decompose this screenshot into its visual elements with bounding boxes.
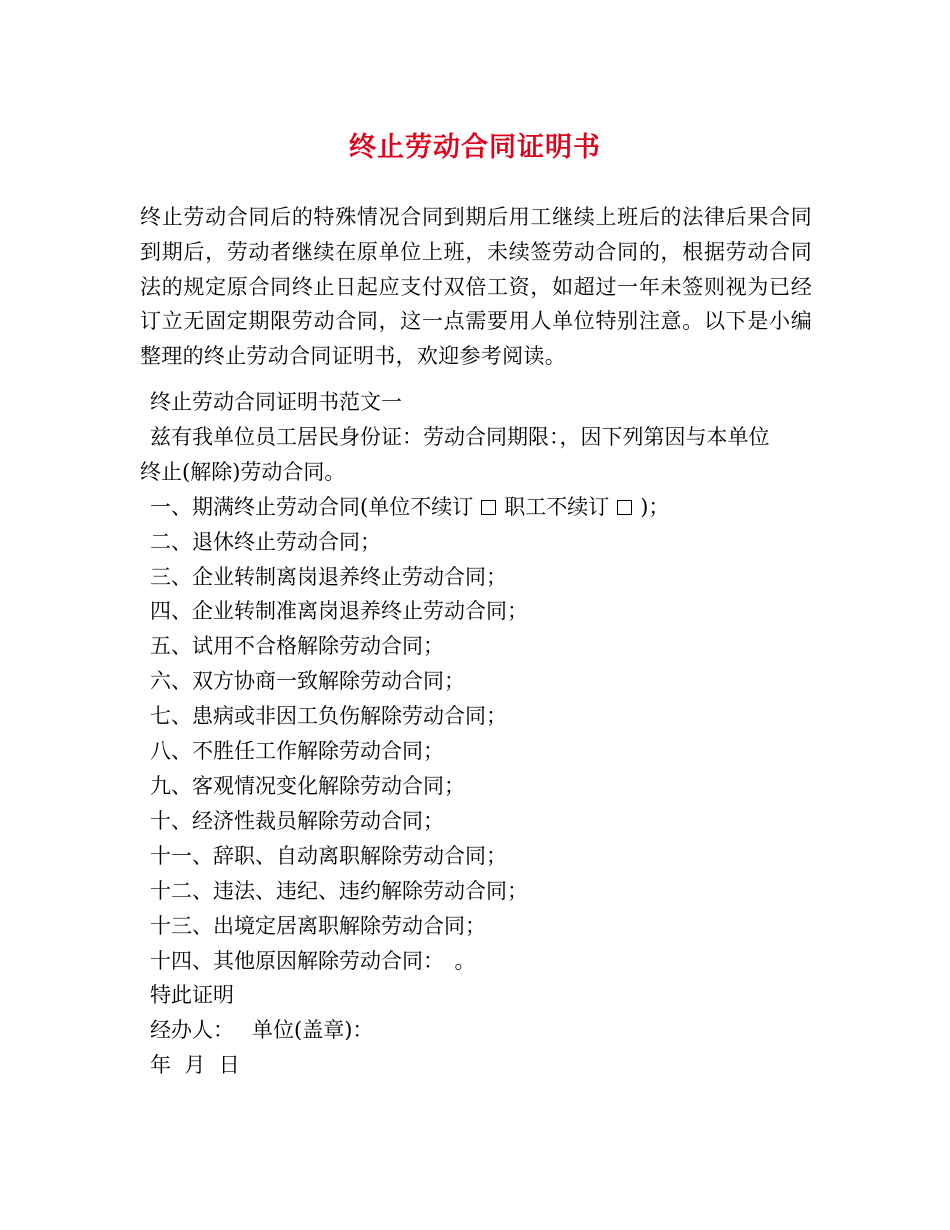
list-item: 四、企业转制准离岗退养终止劳动合同；: [150, 599, 528, 624]
certify-text: 特此证明: [150, 983, 234, 1008]
list-item: 八、不胜任工作解除劳动合同；: [150, 739, 444, 764]
list-item: 九、客观情况变化解除劳动合同；: [150, 773, 465, 798]
statement-line-1: 兹有我单位员工居民身份证：劳动合同期限：，因下列第因与本单位: [150, 424, 770, 449]
date-line: 年 月 日: [150, 1053, 240, 1078]
list-item: 三、企业转制离岗退养终止劳动合同；: [150, 564, 507, 589]
list-item: 五、试用不合格解除劳动合同；: [150, 634, 444, 659]
item-1-middle: 职工不续订: [504, 494, 610, 519]
list-item: 七、患病或非因工负伤解除劳动合同；: [150, 704, 507, 729]
list-item: 十二、违法、违纪、违约解除劳动合同；: [150, 878, 528, 903]
list-item: 十、经济性裁员解除劳动合同；: [150, 808, 444, 833]
list-item: 十一、辞职、自动离职解除劳动合同；: [150, 843, 507, 868]
unit-seal-label: 单位(盖章)：: [252, 1018, 374, 1043]
list-item: 二、退休终止劳动合同；: [150, 529, 381, 554]
checkbox-employee-not-renew[interactable]: [617, 500, 632, 515]
document-body: [140, 385, 812, 1083]
signature-line: [140, 1013, 812, 1048]
item-1-prefix: 一、期满终止劳动合同(单位不续订: [150, 494, 474, 519]
document-title: 终止劳动合同证明书: [349, 132, 601, 163]
sample-heading: 终止劳动合同证明书范文一: [150, 390, 402, 414]
checkbox-unit-not-renew[interactable]: [481, 500, 496, 515]
intro-paragraph: 终止劳动合同后的特殊情况合同到期后用工继续上班后的法律后果合同到期后，劳动者继续在原单位上班，未续签劳动合同的，根据劳动合同法的规定原合同终止日起应支付双倍工资，如超过一年未签则视为已经订立无固定期限劳动合同，这一点需要用人单位特别注意。以下是小编整理的终止劳动合同证明书，欢迎参考阅读。: [140, 205, 812, 369]
statement-line-2: 终止(解除)劳动合同。: [140, 459, 346, 484]
list-item: 十四、其他原因解除劳动合同： 。: [150, 948, 476, 973]
item-1: [140, 490, 812, 525]
handler-label: 经办人：: [150, 1018, 234, 1043]
list-item: 十三、出境定居离职解除劳动合同；: [150, 913, 486, 938]
list-item: 六、双方协商一致解除劳动合同；: [150, 669, 465, 694]
item-1-suffix: )；: [640, 494, 670, 519]
